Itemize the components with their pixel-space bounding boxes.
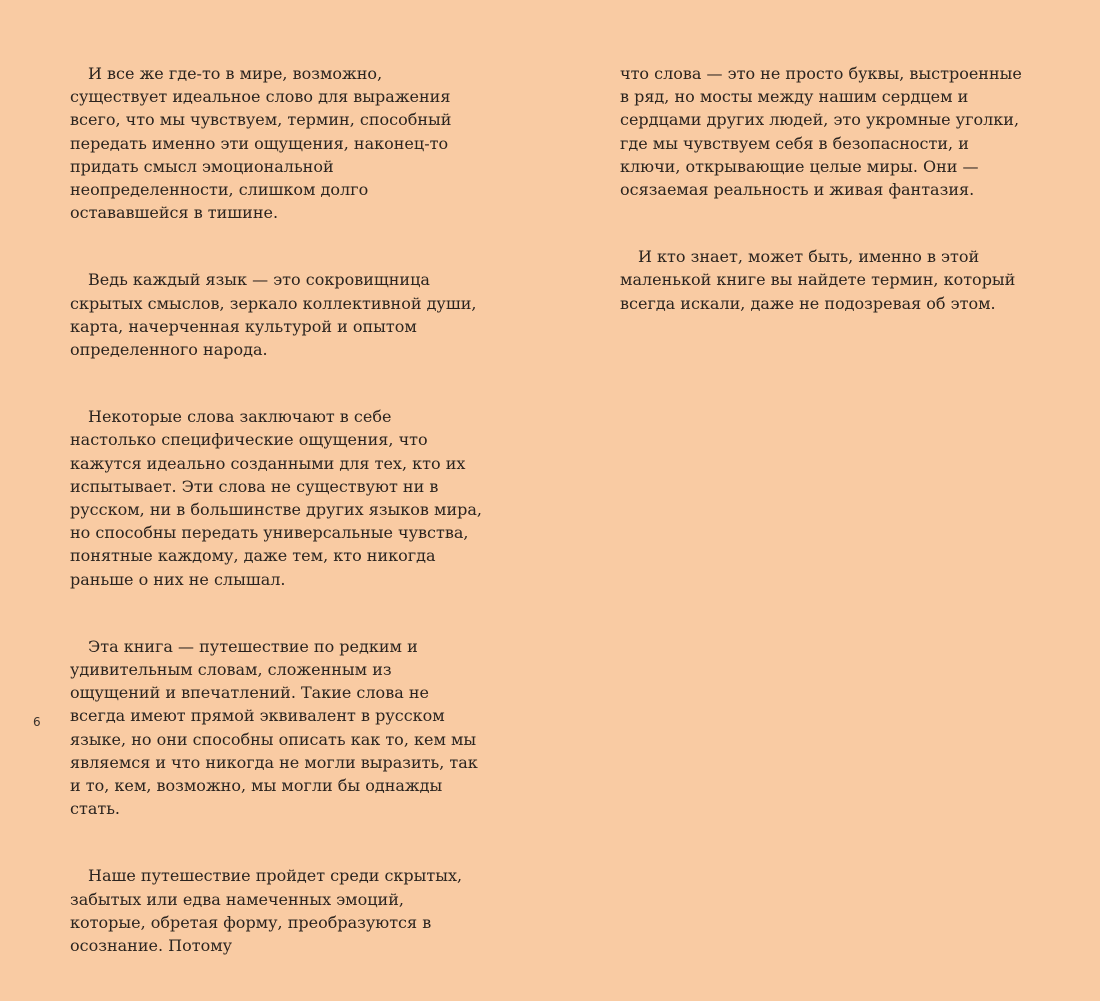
paragraph: Эта книга — путешествие по редким и удивительным словам, сложенным из ощущений и впечатлений. Такие слова не всегда имеют прямой эквивалент в русском языке, но они способны описать как то, кем мы являемся и что никогда не могли выразить, так и то, кем, возможно, мы могли бы однажды стать. [70,636,478,819]
paragraph: Ведь каждый язык — это сокровищница скрытых смыслов, зеркало коллективной души, карта, начерченная культурой и опытом определенного народа. [70,270,477,360]
paragraph: Наше путешествие пройдет среди скрытых, забытых или едва намеченных эмоций, которые, обретая форму, преобразуются в осознание. Потому [70,866,463,956]
paragraph-continued: что слова — это не просто буквы, выстроенные в ряд, но мосты между нашим сердцем и сердцами других людей, это укромные уголки, где мы чувствуем себя в безопасности, и ключи, открывающие целые миры. Они — осязаемая реальность и живая фантазия. [620,64,1022,200]
paragraph: Некоторые слова заключают в себе настолько специфические ощущения, что кажутся идеально созданными для тех, кто их испытывает. Эти слова не существуют ни в русском, ни в большинстве других языков мира, но способны передать универсальные чувства, понятные каждому, даже тем, кто никогда раньше о них не слышал. [70,407,482,589]
paragraph: И все же где-то в мире, возможно, существует идеальное слово для выражения всего, что мы чувствуем, термин, способный передать именно эти ощущения, наконец-то придать смысл эмоциональной неопределенности, слишком долго остававшейся в тишине. [70,64,452,223]
page-number: 6 [33,715,41,729]
right-text-column [620,62,1032,359]
paragraph: И кто знает, может быть, именно в этой маленькой книге вы найдете термин, который всегда искали, даже не подозревая об этом. [620,247,1016,313]
left-text-column [70,62,482,1001]
